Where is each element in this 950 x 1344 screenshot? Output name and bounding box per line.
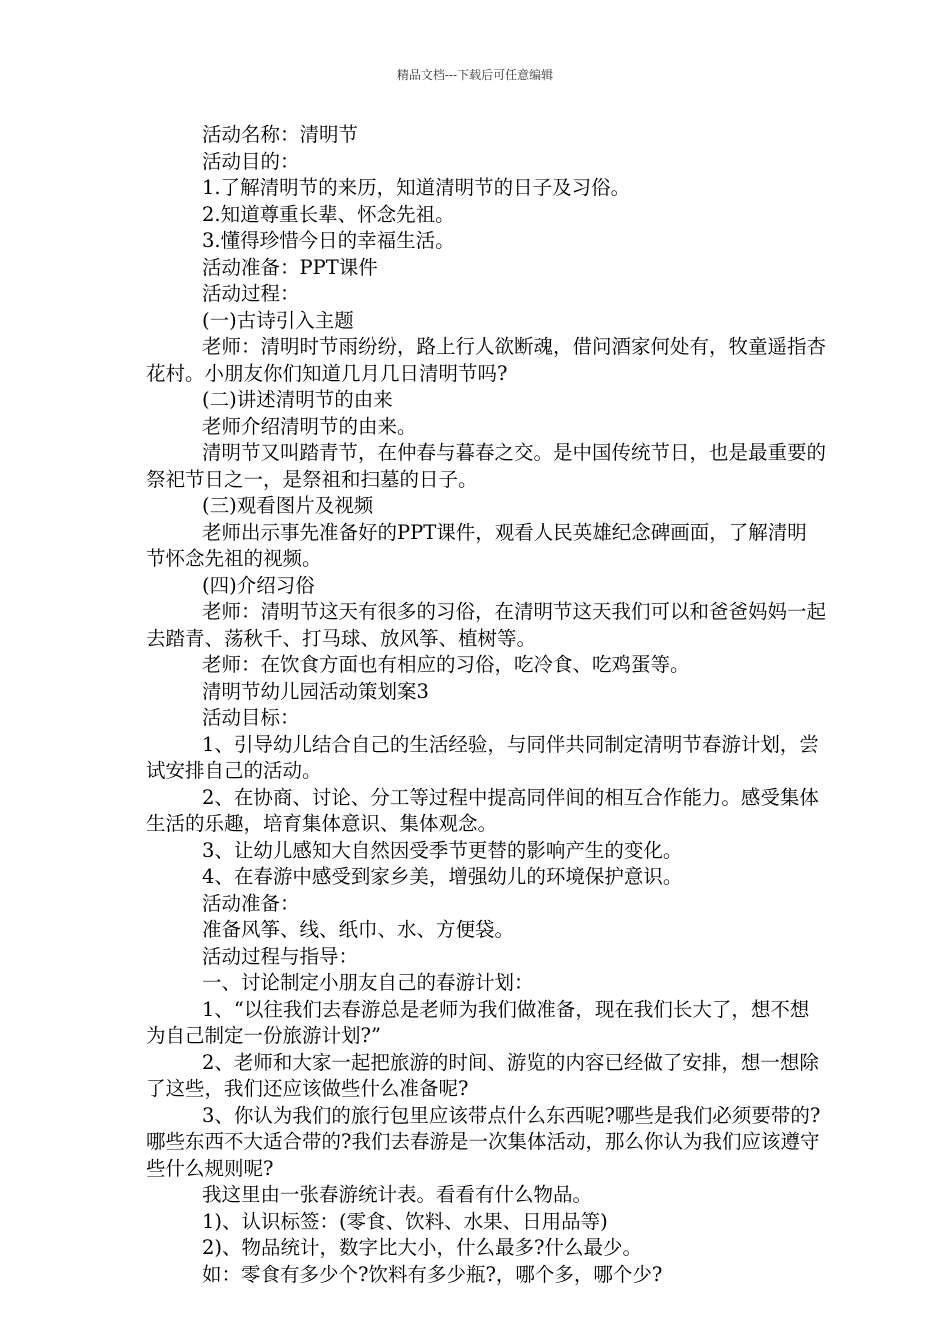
paragraph: 清明节又叫踏青节，在仲春与暮春之交。是中国传统节日，也是最重要的祭祀节日之一，是祭祖和扫墓的日子。 <box>146 441 827 491</box>
page-header: 精品文档---下载后可任意编辑 <box>396 68 554 82</box>
paragraph: 活动目的： <box>202 149 300 173</box>
paragraph: 3.懂得珍惜今日的幸福生活。 <box>202 229 455 252</box>
paragraph: 一、讨论制定小朋友自己的春游计划： <box>202 971 534 994</box>
paragraph: 4、在春游中感受到家乡美，增强幼儿的环境保护意识。 <box>202 865 683 888</box>
paragraph: 1.了解清明节的来历，知道清明节的日子及习俗。 <box>202 176 631 199</box>
paragraph: 活动准备： <box>202 891 300 915</box>
paragraph: 活动名称：清明节 <box>202 123 359 146</box>
paragraph: 2、在协商、讨论、分工等过程中提高同伴间的相互合作能力。感受集体生活的乐趣，培育集体意识、集体观念。 <box>146 785 819 835</box>
paragraph: 1)、认识标签：(零食、饮料、水果、日用品等) <box>202 1209 608 1233</box>
paragraph: 1、引导幼儿结合自己的生活经验，与同伴共同制定清明节春游计划，尝试安排自己的活动。 <box>146 732 819 782</box>
paragraph: 老师：清明时节雨纷纷，路上行人欲断魂，借问酒家何处有，牧童遥指杏花村。小朋友你们知道几月几日清明节吗? <box>146 335 827 385</box>
paragraph: 老师：清明节这天有很多的习俗，在清明节这天我们可以和爸爸妈妈一起去踏青、荡秋千、打马球、放风筝、植树等。 <box>146 600 827 650</box>
section-title: 清明节幼儿园活动策划案3 <box>202 679 429 703</box>
paragraph: 老师：在饮食方面也有相应的习俗，吃冷食、吃鸡蛋等。 <box>202 653 690 676</box>
section-heading: (三)观看图片及视频 <box>202 494 374 517</box>
paragraph: 活动过程： <box>202 282 300 305</box>
paragraph: 老师出示事先准备好的PPT课件，观看人民英雄纪念碑画面，了解清明节怀念先祖的视频。 <box>146 520 807 570</box>
section-heading: (四)介绍习俗 <box>202 573 315 597</box>
paragraph: 2)、物品统计，数字比大小，什么最多?什么最少。 <box>202 1236 642 1259</box>
document-body <box>146 122 826 1288</box>
section-heading: (一)古诗引入主题 <box>202 308 354 332</box>
paragraph: 1、“以往我们去春游总是老师为我们做准备，现在我们长大了，想不想为自己制定一份旅游计划?” <box>146 997 810 1047</box>
paragraph: 如：零食有多少个?饮料有多少瓶?，哪个多，哪个少? <box>202 1262 663 1286</box>
paragraph: 活动目标： <box>202 706 300 729</box>
paragraph: 我这里由一张春游统计表。看看有什么物品。 <box>202 1183 593 1206</box>
paragraph: 3、让幼儿感知大自然因受季节更替的影响产生的变化。 <box>202 838 683 862</box>
paragraph: 准备风筝、线、纸巾、水、方便袋。 <box>202 918 515 941</box>
paragraph: 老师介绍清明节的由来。 <box>202 414 417 438</box>
paragraph: 2.知道尊重长辈、怀念先祖。 <box>202 202 455 226</box>
section-heading: (二)讲述清明节的由来 <box>202 388 393 411</box>
paragraph: 3、你认为我们的旅行包里应该带点什么东西呢?哪些是我们必须要带的?哪些东西不大适合带的?我们去春游是一次集体活动，那么你认为我们应该遵守些什么规则呢? <box>146 1103 821 1180</box>
paragraph: 活动准备：PPT课件 <box>202 255 378 279</box>
paragraph: 2、老师和大家一起把旅游的时间、游览的内容已经做了安排，想一想除了这些，我们还应该做些什么准备呢? <box>146 1050 819 1100</box>
paragraph: 活动过程与指导： <box>202 944 359 968</box>
